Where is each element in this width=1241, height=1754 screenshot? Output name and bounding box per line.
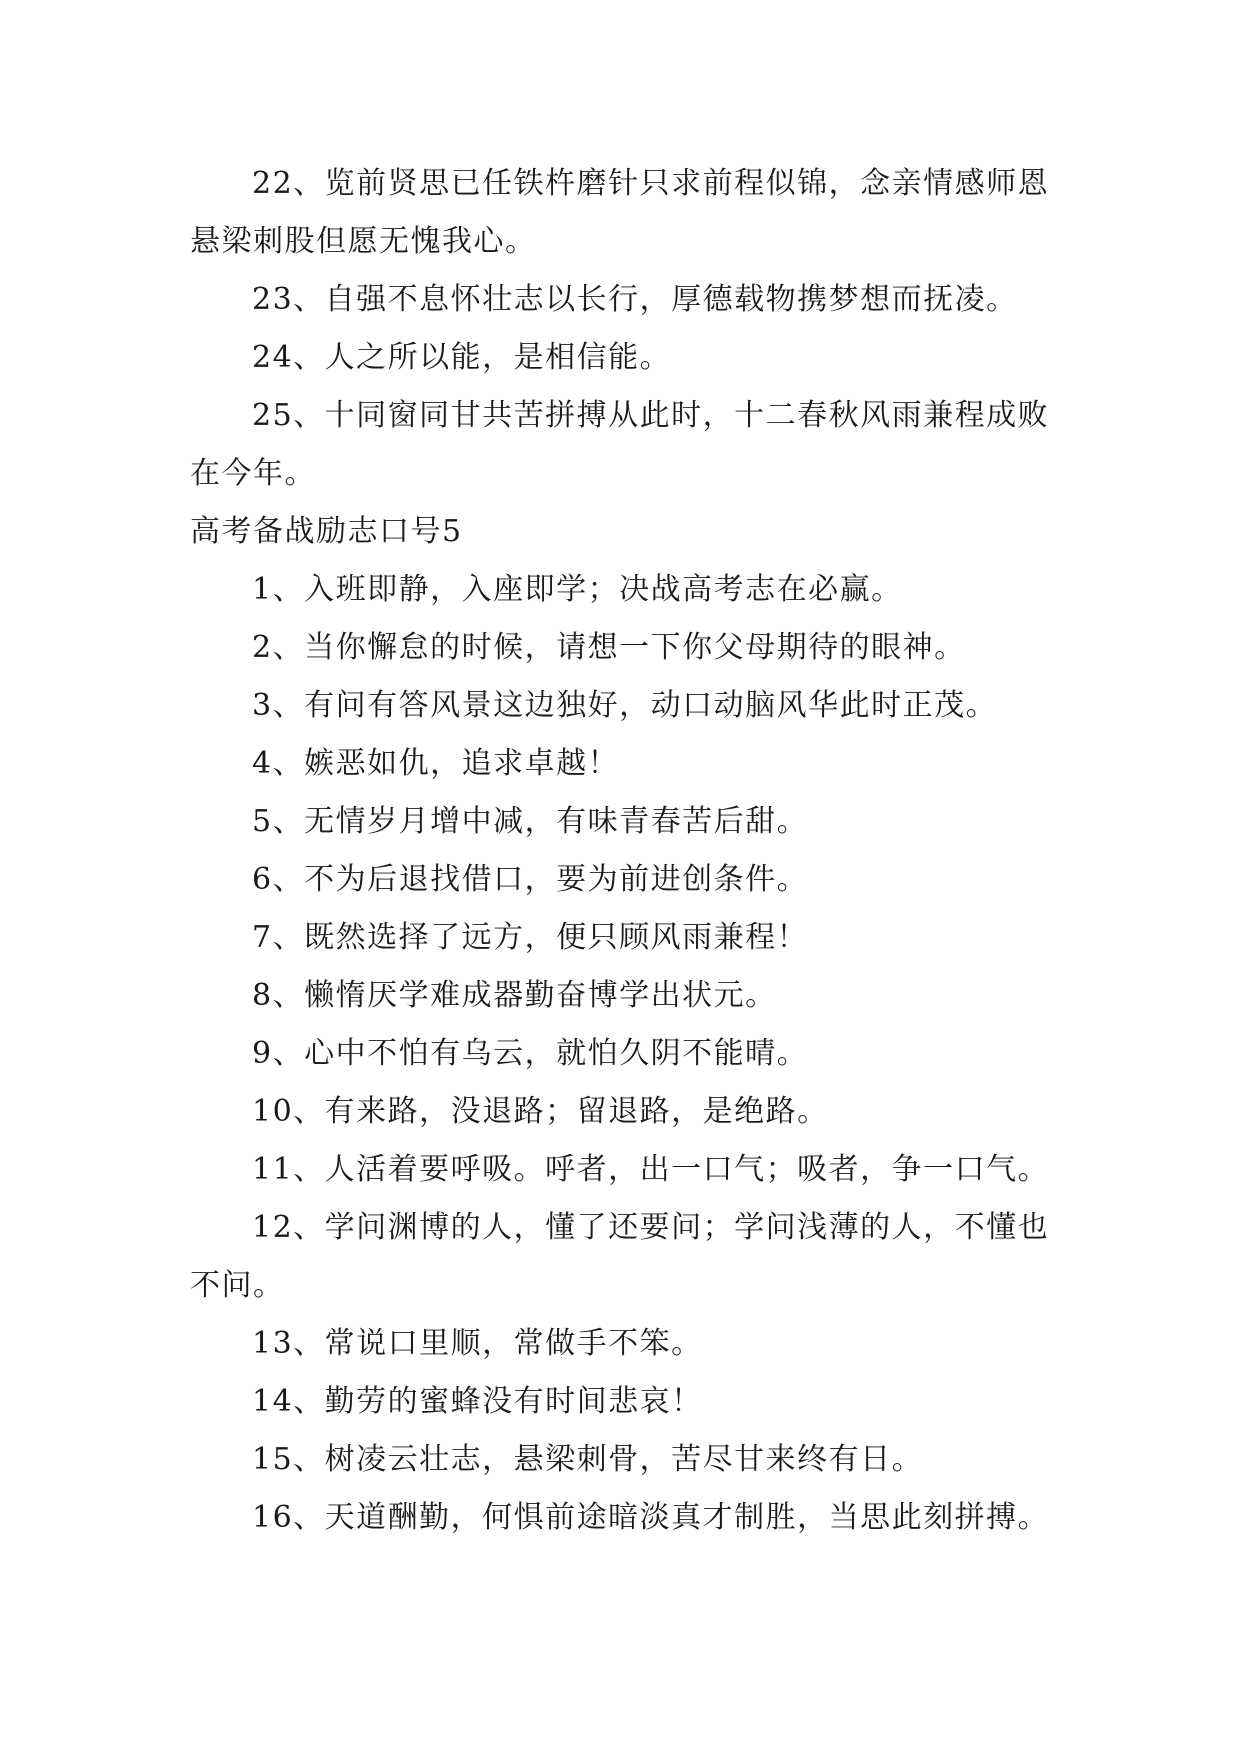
list-item: 14、勤劳的蜜蜂没有时间悲哀！ [252, 1384, 703, 1419]
list-item: 6、不为后退找借口，要为前进创条件。 [252, 862, 809, 897]
list-item: 16、天道酬勤，何惧前途暗淡真才制胜，当思此刻拼搏。 [252, 1500, 1050, 1535]
document-body [190, 155, 1070, 1547]
section-heading: 高考备战励志口号5 [190, 514, 463, 549]
list-item: 4、嫉恶如仇，追求卓越！ [252, 746, 620, 781]
list-item: 15、树凌云壮志，悬梁刺骨，苦尽甘来终有日。 [252, 1442, 924, 1477]
list-item: 12、学问渊博的人，懂了还要问；学问浅薄的人，不懂也不问。 [190, 1210, 1050, 1303]
list-item: 3、有问有答风景这边独好，动口动脑风华此时正茂。 [252, 688, 998, 723]
list-item: 22、览前贤思已任铁杵磨针只求前程似锦，念亲情感师恩悬梁刺股但愿无愧我心。 [190, 166, 1050, 259]
list-item: 9、心中不怕有乌云，就怕久阴不能晴。 [252, 1036, 809, 1071]
list-item: 13、常说口里顺，常做手不笨。 [252, 1326, 703, 1361]
list-item: 23、自强不息怀壮志以长行，厚德载物携梦想而抚凌。 [252, 282, 1018, 317]
list-item: 2、当你懈怠的时候，请想一下你父母期待的眼神。 [252, 630, 966, 665]
list-item: 10、有来路，没退路；留退路，是绝路。 [252, 1094, 829, 1129]
list-item: 24、人之所以能，是相信能。 [252, 340, 672, 375]
list-item: 1、入班即静，入座即学；决战高考志在必赢。 [252, 572, 903, 607]
list-item: 11、人活着要呼吸。呼者，出一口气；吸者，争一口气。 [252, 1152, 1050, 1187]
list-item: 7、既然选择了远方，便只顾风雨兼程！ [252, 920, 809, 955]
list-item: 8、懒惰厌学难成器勤奋博学出状元。 [252, 978, 777, 1013]
list-item: 5、无情岁月增中减，有味青春苦后甜。 [252, 804, 809, 839]
list-item: 25、十同窗同甘共苦拼搏从此时，十二春秋风雨兼程成败在今年。 [190, 398, 1050, 491]
